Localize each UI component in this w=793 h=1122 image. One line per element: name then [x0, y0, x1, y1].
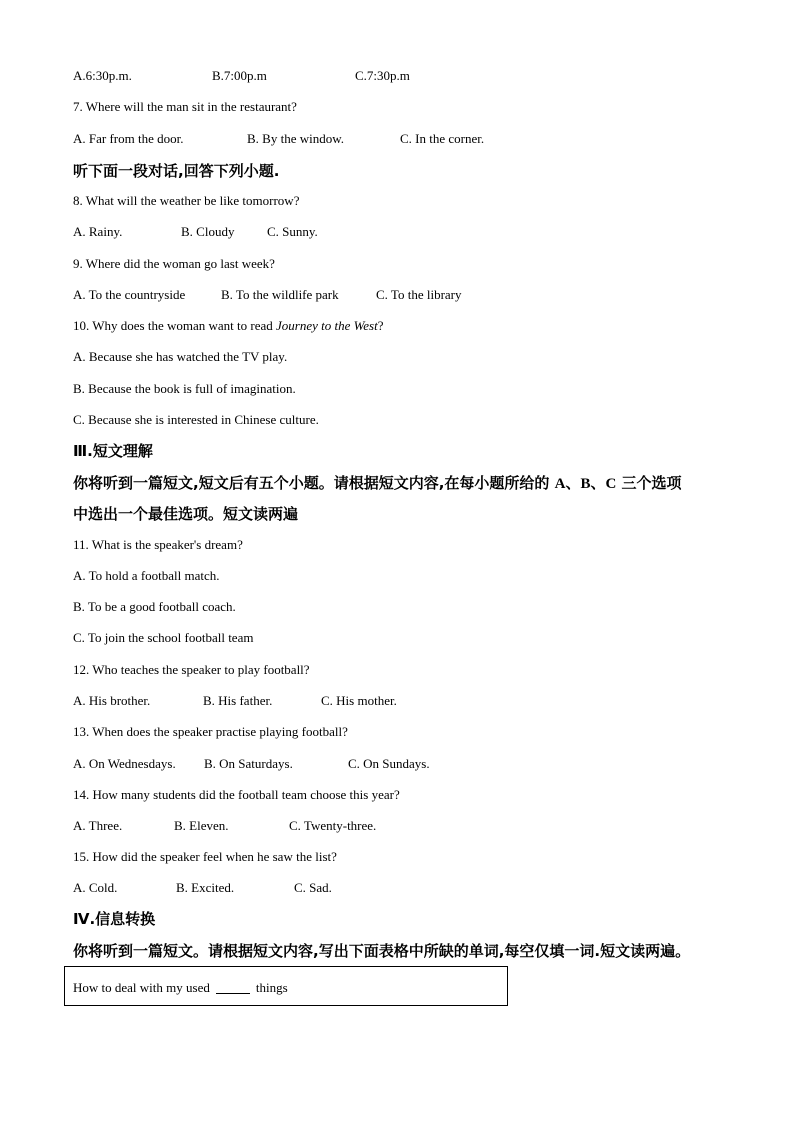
q14-option-c: C. Twenty-three. [289, 818, 377, 833]
q7-option-a: A. Far from the door. [73, 131, 184, 146]
q8-stem: 8. What will the weather be like tomorrow? [73, 193, 300, 208]
q6-option-a: A.6:30p.m. [73, 68, 132, 83]
q8-option-a: A. Rainy. [73, 224, 123, 239]
q11-option-c: C. To join the school football team [73, 630, 254, 645]
q15-option-b: B. Excited. [176, 880, 235, 895]
q10-stem [73, 317, 384, 335]
q10-option-a: A. Because she has watched the TV play. [73, 349, 288, 364]
q14-option-a: A. Three. [73, 818, 123, 833]
q15-option-c: C. Sad. [294, 880, 332, 895]
answer-blank[interactable] [216, 981, 250, 994]
section4-instruction: 你将听到一篇短文。请根据短文内容,写出下面表格中所缺的单词,每空仅填一词.短文读两遍。 [73, 942, 691, 960]
section3-instruction-letters: A、B、C [554, 476, 617, 492]
q10-book-title: Journey to the West [276, 318, 378, 333]
dialogue-instruction: 听下面一段对话,回答下列小题. [73, 162, 280, 180]
info-table [64, 966, 508, 1006]
section3-instruction-line1 [73, 473, 682, 494]
q12-option-b: B. His father. [203, 693, 273, 708]
q11-option-b: B. To be a good football coach. [73, 599, 236, 614]
section3-title: Ⅲ.短文理解 [73, 442, 153, 460]
q7-option-b: B. By the window. [247, 131, 345, 146]
q14-stem: 14. How many students did the football team choose this year? [73, 787, 400, 802]
q10-option-b: B. Because the book is full of imagination. [73, 381, 296, 396]
q11-stem: 11. What is the speaker's dream? [73, 537, 243, 552]
info-table-text-after: things [255, 980, 288, 995]
q12-stem: 12. Who teaches the speaker to play football? [73, 662, 310, 677]
q12-option-a: A. His brother. [73, 693, 151, 708]
q13-option-c: C. On Sundays. [348, 756, 430, 771]
q13-stem: 13. When does the speaker practise playing football? [73, 724, 348, 739]
q14-option-b: B. Eleven. [174, 818, 229, 833]
q13-option-a: A. On Wednesdays. [73, 756, 176, 771]
info-table-text-before: How to deal with my used [73, 980, 210, 995]
q15-option-a: A. Cold. [73, 880, 118, 895]
q10-option-c: C. Because she is interested in Chinese culture. [73, 412, 319, 427]
q13-option-b: B. On Saturdays. [204, 756, 293, 771]
q6-option-c: C.7:30p.m [355, 68, 410, 83]
q8-option-b: B. Cloudy [181, 224, 235, 239]
info-table-heading [73, 980, 288, 996]
q8-option-c: C. Sunny. [267, 224, 318, 239]
q7-stem: 7. Where will the man sit in the restaurant? [73, 99, 297, 114]
q12-option-c: C. His mother. [321, 693, 397, 708]
section4-title: Ⅳ.信息转换 [73, 910, 156, 928]
q7-option-c: C. In the corner. [400, 131, 485, 146]
q9-option-a: A. To the countryside [73, 287, 186, 302]
q6-option-b: B.7:00p.m [212, 68, 267, 83]
q9-option-c: C. To the library [376, 287, 462, 302]
section3-instruction-b: 三个选项 [616, 474, 682, 492]
q9-stem: 9. Where did the woman go last week? [73, 256, 275, 271]
q15-stem: 15. How did the speaker feel when he saw the list? [73, 849, 337, 864]
q9-option-b: B. To the wildlife park [221, 287, 339, 302]
q11-option-a: A. To hold a football match. [73, 568, 220, 583]
section3-instruction-a: 你将听到一篇短文,短文后有五个小题。请根据短文内容,在每小题所给的 [73, 474, 555, 492]
q10-stem-end: ? [377, 318, 384, 333]
q10-stem-text: 10. Why does the woman want to read [73, 318, 277, 333]
section3-instruction-line2: 中选出一个最佳选项。短文读两遍 [73, 505, 299, 523]
